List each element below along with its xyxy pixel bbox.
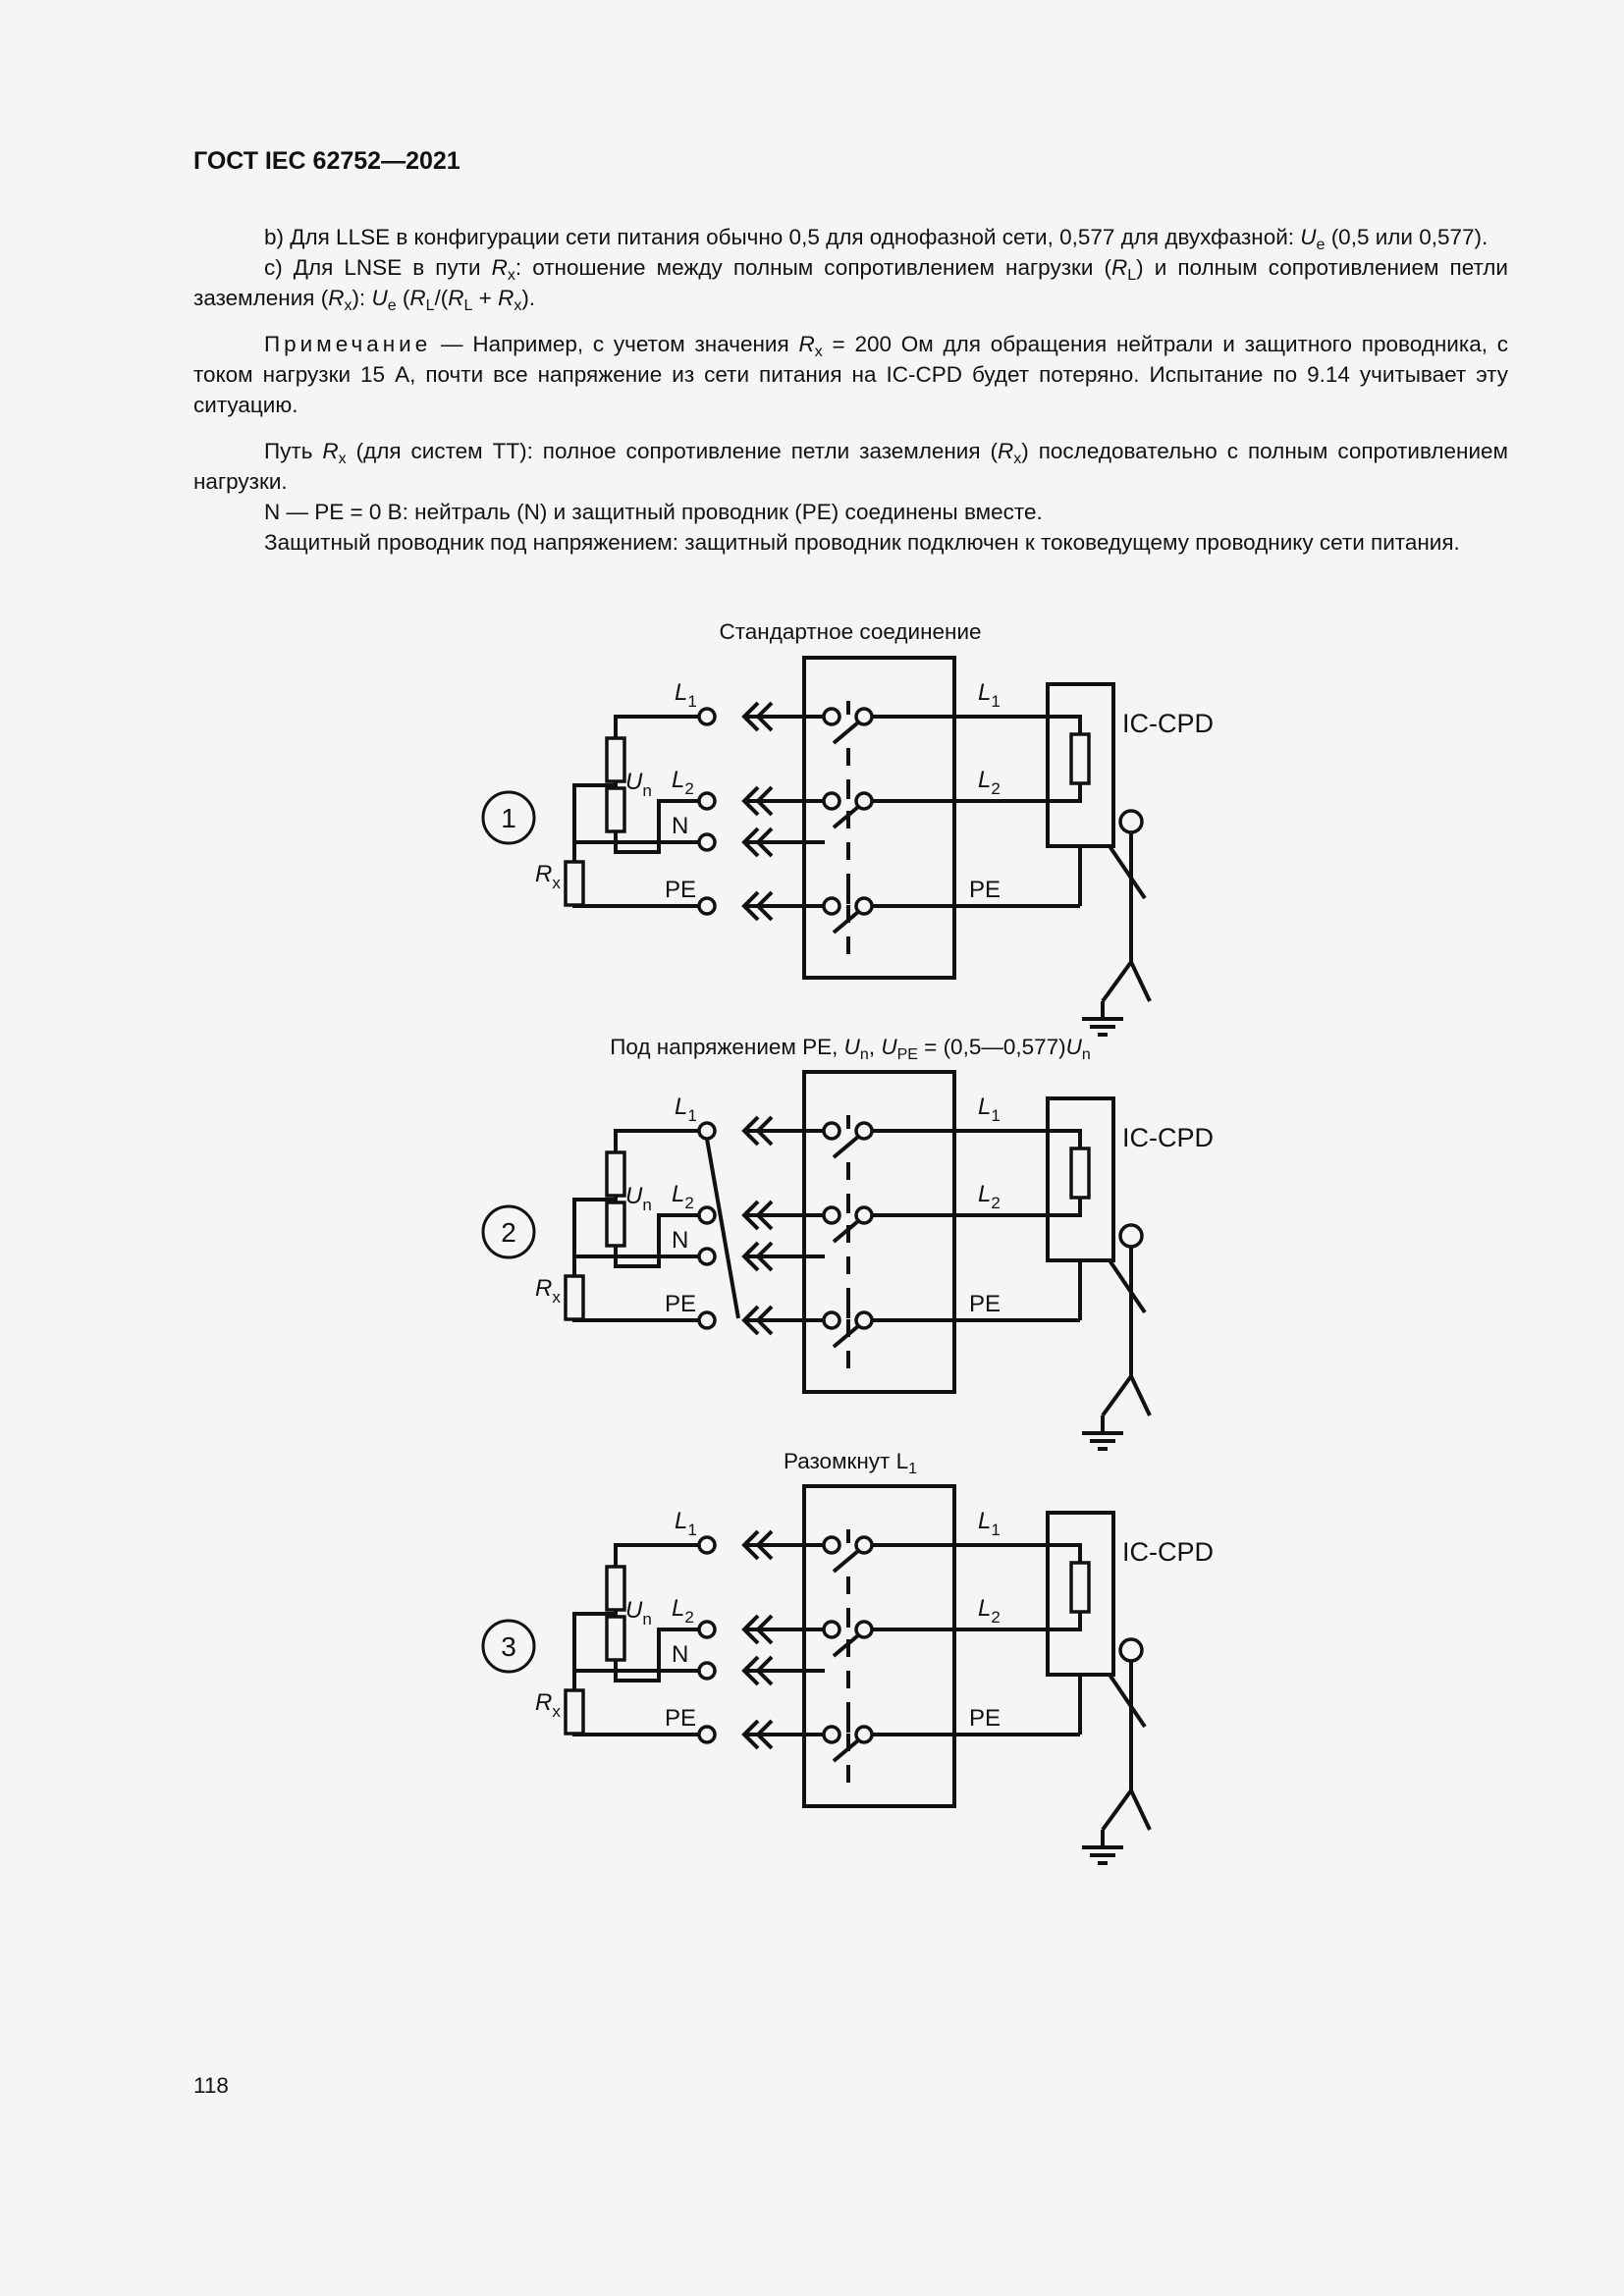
rx-resistor — [566, 862, 583, 905]
label-subscript: 1 — [687, 1521, 697, 1539]
symbol: R — [491, 255, 508, 280]
person-legs — [1103, 962, 1150, 1001]
label-pe — [665, 1291, 696, 1317]
diagram-number: 2 — [501, 1217, 516, 1248]
switch-box — [804, 1072, 954, 1392]
wire — [1071, 1545, 1080, 1563]
switch-blade — [834, 722, 858, 743]
label-pe — [665, 877, 696, 903]
label-pe-load — [969, 1705, 1001, 1732]
text-run: N — PE = 0 В: нейтраль (N) и защитный проводник (PE) соединены вместе. — [264, 500, 1043, 524]
switch-contact — [824, 1622, 839, 1637]
ic-cpd-label: IC-CPD — [1122, 1123, 1214, 1152]
source-resistor — [607, 1202, 624, 1246]
label-main: L — [978, 1595, 992, 1622]
label-subscript: 2 — [684, 1194, 694, 1212]
label-main: U — [625, 1183, 643, 1209]
label-main: L — [978, 679, 992, 706]
symbol: R — [998, 439, 1014, 463]
wire — [1071, 717, 1080, 734]
label-l2-load — [978, 1181, 1001, 1212]
label-l1 — [675, 1508, 697, 1539]
switch-contact — [856, 898, 872, 914]
switch-contact — [824, 709, 839, 724]
subscript: L — [425, 297, 435, 314]
label-subscript: x — [552, 1702, 561, 1721]
switch-contact — [856, 1622, 872, 1637]
source-resistor — [607, 1617, 624, 1660]
label-subscript: 2 — [991, 1608, 1001, 1627]
symbol: R — [1110, 255, 1128, 280]
label-l1-load — [978, 1094, 1001, 1125]
text-run: — Например, с учетом значения — [431, 332, 799, 356]
subscript: 1 — [908, 1461, 918, 1477]
label-main: PE — [665, 877, 697, 903]
diagram-number: 1 — [501, 803, 516, 833]
person-arm — [1110, 1675, 1145, 1727]
switch-blade — [834, 807, 858, 828]
wire — [574, 1319, 699, 1320]
switch-contact — [856, 1727, 872, 1742]
label-subscript: n — [642, 1610, 652, 1629]
switch-box — [804, 658, 954, 978]
diagram-number: 3 — [501, 1631, 516, 1662]
label-main: L — [978, 1094, 992, 1120]
label-main: L — [672, 1181, 685, 1207]
symbol: U — [881, 1035, 897, 1059]
label-subscript: 1 — [991, 1521, 1001, 1539]
symbol: R — [328, 286, 345, 310]
symbol: U — [843, 1035, 860, 1059]
label-main: U — [625, 769, 643, 795]
source-resistor — [607, 1567, 624, 1610]
label-main: U — [625, 1597, 643, 1624]
label-un — [625, 1183, 652, 1214]
label-main: L — [675, 1094, 688, 1120]
label-main: PE — [665, 1705, 697, 1732]
subscript: x — [1013, 451, 1022, 467]
text-run: + — [472, 286, 499, 310]
circuit-diagram-3 — [483, 1486, 1214, 1863]
label-rx — [535, 1275, 561, 1307]
label-l2-load — [978, 767, 1001, 798]
label-subscript: 2 — [684, 1608, 694, 1627]
switch-contact — [824, 1207, 839, 1223]
switch-blade — [834, 1221, 858, 1242]
terminal — [699, 1727, 715, 1742]
text-run: = 200 Ом для обращения нейтрали и защитного проводника, с током нагрузки 15 А, почти все напряжение из сети питания на IC-CPD будет потеряно. Испытание по 9.14 учитывает эту ситуацию. — [193, 332, 1508, 417]
label-l1-load — [978, 679, 1001, 711]
text-run: Под напряжением PE, — [610, 1035, 844, 1059]
subscript: x — [338, 451, 347, 467]
label-main: N — [672, 1641, 689, 1668]
text-run: ) последовательно с полным сопротивлением нагрузки. — [193, 439, 1509, 494]
text-run: c) Для LNSE в пути — [264, 255, 492, 280]
label-subscript: x — [552, 874, 561, 892]
symbol: R — [498, 286, 514, 310]
label-l2 — [672, 1181, 694, 1212]
terminal — [699, 1622, 715, 1637]
switch-contact — [824, 793, 839, 809]
label-l2 — [672, 1595, 694, 1627]
switch-blade — [834, 912, 858, 933]
label-l1 — [675, 1094, 697, 1125]
text-run: Путь — [264, 439, 323, 463]
label-main: L — [978, 767, 992, 793]
switch-blade — [834, 1551, 858, 1572]
label-main: R — [535, 1689, 553, 1716]
switch-contact — [856, 1207, 872, 1223]
switch-contact — [824, 1727, 839, 1742]
terminal — [699, 1207, 715, 1223]
wire — [1071, 1198, 1080, 1215]
subscript: x — [507, 267, 515, 284]
subscript: n — [859, 1046, 869, 1063]
label-main: PE — [665, 1291, 697, 1317]
label-main: N — [672, 813, 689, 839]
terminal — [699, 1537, 715, 1553]
terminal — [699, 709, 715, 724]
text-run: : отношение между полным сопротивлением нагрузки ( — [514, 255, 1111, 280]
switch-contact — [856, 793, 872, 809]
label-main: R — [535, 861, 553, 887]
label-main: L — [978, 1508, 992, 1534]
switch-blade — [834, 1326, 858, 1347]
label-n — [672, 1227, 688, 1254]
ic-cpd-label: IC-CPD — [1122, 709, 1214, 738]
subscript: n — [1081, 1046, 1091, 1063]
person-head-icon — [1120, 811, 1142, 832]
page-number: 118 — [193, 2073, 229, 2098]
switch-blade — [834, 1740, 858, 1761]
symbol: U — [1300, 225, 1317, 249]
symbol: R — [409, 286, 426, 310]
subscript: L — [463, 297, 473, 314]
label-subscript: 1 — [687, 1106, 697, 1125]
switch-blade — [834, 1137, 858, 1157]
switch-contact — [824, 1537, 839, 1553]
label-subscript: x — [552, 1288, 561, 1307]
wire — [574, 905, 699, 906]
label-subscript: 2 — [991, 1194, 1001, 1212]
switch-contact — [824, 1123, 839, 1139]
switch-contact — [856, 1312, 872, 1328]
person-legs — [1103, 1790, 1150, 1830]
symbol: U — [371, 286, 388, 310]
source-resistor — [607, 788, 624, 831]
label-pe-load — [969, 877, 1001, 903]
subscript: e — [387, 297, 397, 314]
diagram-caption — [610, 1035, 1091, 1063]
label-main: PE — [969, 1705, 1001, 1732]
load-resistor — [1071, 734, 1089, 783]
text-run: ( — [396, 286, 410, 310]
text-run: Примечание — [264, 332, 432, 356]
person-legs — [1103, 1376, 1150, 1415]
label-l2 — [672, 767, 694, 798]
terminal — [699, 898, 715, 914]
symbol: U — [1065, 1035, 1082, 1059]
subscript: x — [344, 297, 352, 314]
label-main: L — [672, 767, 685, 793]
person-arm — [1110, 846, 1145, 898]
label-main: N — [672, 1227, 689, 1254]
source-resistor — [607, 738, 624, 781]
person-head-icon — [1120, 1225, 1142, 1247]
terminal — [699, 1123, 715, 1139]
wire — [1071, 1612, 1080, 1629]
switch-blade — [834, 1635, 858, 1656]
label-pe — [665, 1705, 696, 1732]
document-header: ГОСТ IEC 62752—2021 — [193, 147, 460, 175]
label-main: PE — [969, 1291, 1001, 1317]
label-main: L — [675, 679, 688, 706]
circuit-diagram-1 — [483, 658, 1214, 1035]
label-subscript: 2 — [991, 779, 1001, 798]
label-main: PE — [969, 877, 1001, 903]
text-run: Стандартное соединение — [719, 619, 982, 644]
label-subscript: 1 — [991, 1106, 1001, 1125]
label-un — [625, 1597, 652, 1629]
label-main: L — [978, 1181, 992, 1207]
wire — [616, 1545, 699, 1567]
circuit-diagram-2 — [483, 1072, 1214, 1449]
label-subscript: 1 — [991, 692, 1001, 711]
subscript: x — [814, 344, 823, 360]
label-pe-load — [969, 1291, 1001, 1317]
text-run: = (0,5—0,577) — [917, 1035, 1066, 1059]
label-un — [625, 769, 652, 800]
rx-resistor — [566, 1690, 583, 1734]
text-run: (для систем TT): полное сопротивление петли заземления ( — [346, 439, 999, 463]
terminal — [699, 1312, 715, 1328]
text-run: Защитный проводник под напряжением: защитный проводник подключен к токоведущему проводнику сети питания. — [264, 530, 1460, 555]
person-head-icon — [1120, 1639, 1142, 1661]
text-run: Разомкнут L — [783, 1449, 909, 1473]
ic-cpd-label: IC-CPD — [1122, 1537, 1214, 1567]
subscript: L — [1127, 267, 1137, 284]
label-l1-load — [978, 1508, 1001, 1539]
switch-contact — [856, 709, 872, 724]
wire — [1071, 783, 1080, 801]
text-run: ). — [521, 286, 536, 310]
label-subscript: n — [642, 1196, 652, 1214]
source-resistor — [607, 1152, 624, 1196]
wire — [1071, 1131, 1080, 1148]
terminal — [699, 1249, 715, 1264]
switch-contact — [856, 1123, 872, 1139]
label-main: R — [535, 1275, 553, 1302]
switch-contact — [856, 1537, 872, 1553]
terminal — [699, 834, 715, 850]
text-run: ) и полным сопротивлением петли заземления ( — [193, 255, 1508, 310]
label-main: L — [672, 1595, 685, 1622]
label-main: L — [675, 1508, 688, 1534]
label-l1 — [675, 679, 697, 711]
label-n — [672, 1641, 688, 1668]
label-rx — [535, 861, 561, 892]
diagram-caption — [783, 1449, 918, 1477]
symbol: R — [798, 332, 815, 356]
switch-contact — [824, 1312, 839, 1328]
load-resistor — [1071, 1563, 1089, 1612]
text-run: /( — [434, 286, 449, 310]
subscript: x — [514, 297, 522, 314]
terminal — [699, 793, 715, 809]
cross-wire — [707, 1139, 738, 1318]
text-run: (0,5 или 0,577). — [1325, 225, 1489, 249]
terminal — [699, 1663, 715, 1679]
label-l2-load — [978, 1595, 1001, 1627]
label-rx — [535, 1689, 561, 1721]
wire — [616, 1131, 699, 1152]
label-subscript: n — [642, 781, 652, 800]
person-arm — [1110, 1260, 1145, 1312]
label-n — [672, 813, 688, 839]
wire — [616, 717, 699, 738]
label-subscript: 2 — [684, 779, 694, 798]
switch-contact — [824, 898, 839, 914]
label-subscript: 1 — [687, 692, 697, 711]
diagram-caption — [719, 619, 981, 645]
subscript: PE — [896, 1046, 918, 1063]
text-run: ): — [352, 286, 372, 310]
text-run: b) Для LLSE в конфигурации сети питания обычно 0,5 для однофазной сети, 0,577 для двухфазной: — [264, 225, 1301, 249]
load-resistor — [1071, 1148, 1089, 1198]
rx-resistor — [566, 1276, 583, 1319]
subscript: e — [1316, 237, 1326, 253]
switch-box — [804, 1486, 954, 1806]
symbol: R — [322, 439, 339, 463]
text-run: , — [868, 1035, 882, 1059]
symbol: R — [448, 286, 464, 310]
wire — [574, 1734, 699, 1735]
